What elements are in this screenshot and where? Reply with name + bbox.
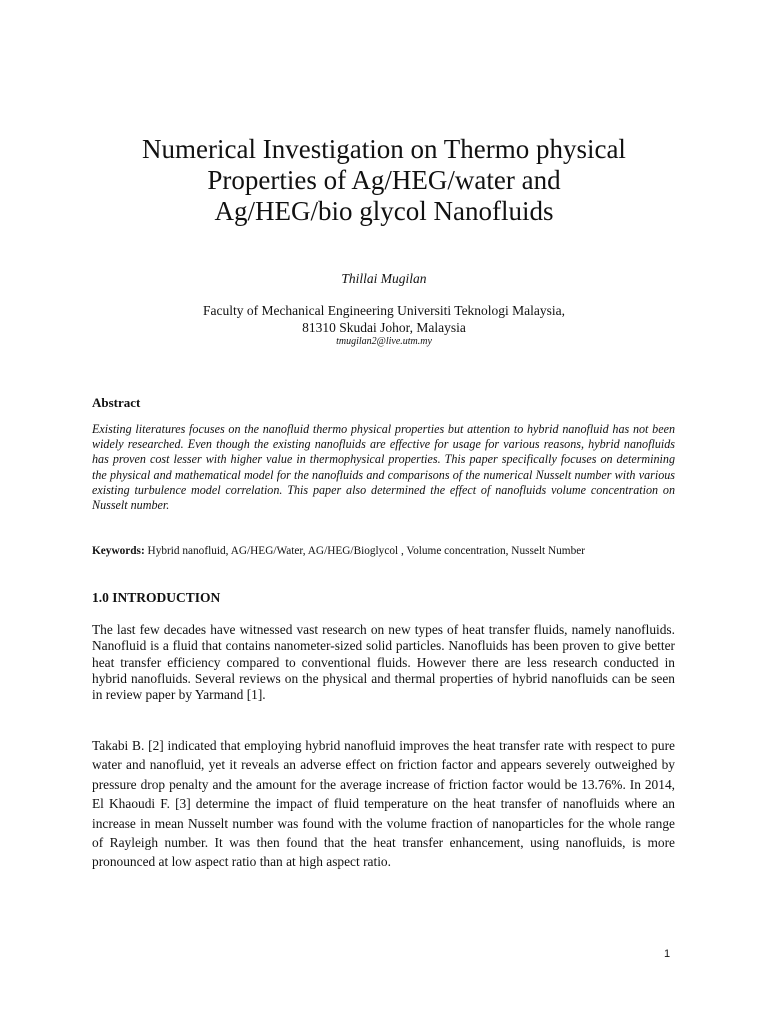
introduction-heading: 1.0 INTRODUCTION bbox=[92, 590, 221, 605]
introduction-paragraph-1: The last few decades have witnessed vast research on new types of heat transfer fluids, namely nanofluids. Nanofluid is a fluid that contains nanometer-sized solid particles. Nanofluids has been proven to give better heat transfer efficiency compared to conventional fluids. However there are less research conducted in hybrid nanofluids. Several reviews on the physical and thermal properties of hybrid nanofluids can be seen in review paper by Yarmand [1]. bbox=[92, 622, 675, 703]
title-line-2: Properties of Ag/HEG/water and bbox=[207, 165, 561, 195]
keywords-text: Hybrid nanofluid, AG/HEG/Water, AG/HEG/Bioglycol , Volume concentration, Nusselt Number bbox=[144, 545, 586, 557]
keywords-label: Keywords: bbox=[92, 545, 145, 557]
title-line-3: Ag/HEG/bio glycol Nanofluids bbox=[214, 196, 554, 226]
title-line-1: Numerical Investigation on Thermo physical bbox=[142, 134, 626, 164]
author-email: tmugilan2@live.utm.my bbox=[336, 336, 432, 347]
keywords bbox=[92, 545, 692, 557]
affiliation-line-2: 81310 Skudai Johor, Malaysia bbox=[302, 320, 466, 335]
introduction-paragraph-2: Takabi B. [2] indicated that employing hybrid nanofluid improves the heat transfer rate with respect to pure water and nanofluid, yet it reveals an adverse effect on friction factor and appears severely outweighed by pressure drop penalty and the amount for the average increase of friction factor would be 13.76%. In 2014, El Khaoudi F. [3] determine the impact of fluid temperature on the heat transfer of nanofluids where an increase in mean Nusselt number was found with the volume fraction of nanoparticles for the whole range of Rayleigh number. It was then found that the heat transfer enhancement, using nanofluids, is more pronounced at low aspect ratio than at high aspect ratio. bbox=[92, 738, 675, 870]
abstract-body: Existing literatures focuses on the nanofluid thermo physical properties but attention to hybrid nanofluid has not been widely researched. Even though the existing nanofluids are effective for usage for various reasons, hybrid nanofluids has proven cost lesser with higher value in thermophysical properties. This paper specifically focuses on determining the physical and mathematical model for the nanofluids and comparisons of the numerical Nusselt number with various existing turbulence model correlation. This paper also determined the effect of nanofluids volume concentration on Nusselt number. bbox=[92, 422, 675, 513]
author-name: Thillai Mugilan bbox=[341, 271, 427, 286]
abstract-heading: Abstract bbox=[92, 395, 141, 410]
paper-title bbox=[60, 134, 708, 227]
affiliation-line-1: Faculty of Mechanical Engineering Universiti Teknologi Malaysia, bbox=[202, 303, 566, 318]
page-number: 1 bbox=[664, 948, 671, 960]
affiliation bbox=[0, 302, 768, 336]
